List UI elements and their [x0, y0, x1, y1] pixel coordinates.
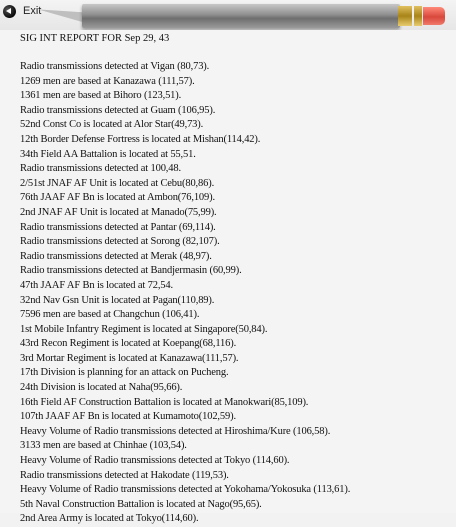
report-line: Radio transmissions detected at Guam (106,95). [20, 104, 216, 116]
report-line: 43rd Recon Regiment is located at Koepang(68,116). [20, 338, 237, 350]
report-line: 3133 men are based at Chinhae (103,54). [20, 440, 187, 452]
report-line: 2nd JNAF AF Unit is located at Manado(75,99). [20, 206, 217, 218]
report-line: Radio transmissions detected at Vigan (80,73). [20, 61, 210, 72]
report-line: Radio transmissions detected at Pantar (69,114). [20, 221, 216, 233]
report-line: Radio transmissions detected at Hakodate (119,53). [20, 469, 229, 481]
report-line: 1269 men are based at Kanazawa (111,57). [20, 75, 195, 87]
report-line: 24th Division is located at Naha(95,66). [20, 382, 183, 394]
report-line: 52nd Const Co is located at Alor Star(49,73). [20, 119, 204, 131]
report-line: 5th Naval Construction Battalion is located at Nago(95,65). [20, 498, 262, 510]
report-line: Radio transmissions detected at Merak (48,97). [20, 250, 212, 262]
report-line: 16th Field AF Construction Battalion is located at Manokwari(85,109). [20, 396, 309, 408]
report-line: 17th Division is planning for an attack on Pucheng. [20, 367, 229, 379]
report-line: Radio transmissions detected at 100,48. [20, 163, 181, 175]
report-line: 7596 men are based at Changchun (106,41). [20, 309, 200, 321]
report-line: 1st Mobile Infantry Regiment is located at Singapore(50,84). [20, 323, 268, 335]
report-lines [20, 60, 350, 527]
report-line: Radio transmissions detected at Sorong (82,107). [20, 236, 220, 248]
report-line: 2/51st JNAF AF Unit is located at Cebu(80,86). [20, 177, 215, 189]
top-toolbar [0, 0, 456, 30]
report-line: 34th Field AA Battalion is located at 55,51. [20, 148, 196, 160]
pencil-decoration-icon [38, 2, 448, 30]
report-line: 107th JAAF AF Bn is located at Kumamoto(102,59). [20, 411, 236, 423]
report-line: 2nd Area Army is located at Tokyo(114,60). [20, 513, 199, 525]
report-line: 3rd Mortar Regiment is located at Kanazawa(111,57). [20, 352, 239, 364]
back-arrow-icon [3, 5, 16, 18]
report-line: Heavy Volume of Radio transmissions detected at Yokohama/Yokosuka (113,61). [20, 484, 351, 496]
report-line: 12th Border Defense Fortress is located at Mishan(114,42). [20, 133, 261, 145]
report-line: 32nd Nav Gsn Unit is located at Pagan(110,89). [20, 294, 215, 306]
report-line: Radio transmissions detected at Bandjermasin (60,99). [20, 265, 242, 277]
report-line: 1361 men are based at Bihoro (123,51). [20, 90, 182, 102]
report-line: Heavy Volume of Radio transmissions detected at Tokyo (114,60). [20, 455, 290, 467]
report-line: 76th JAAF AF Bn is located at Ambon(76,109). [20, 192, 215, 204]
report-panel [0, 30, 456, 525]
exit-button[interactable] [3, 3, 41, 19]
report-line: 47th JAAF AF Bn is located at 72,54. [20, 279, 173, 291]
report-line: Heavy Volume of Radio transmissions detected at Hiroshima/Kure (106,58). [20, 425, 331, 437]
exit-label: Exit [23, 5, 42, 17]
report-title: SIG INT REPORT FOR Sep 29, 43 [20, 33, 170, 44]
